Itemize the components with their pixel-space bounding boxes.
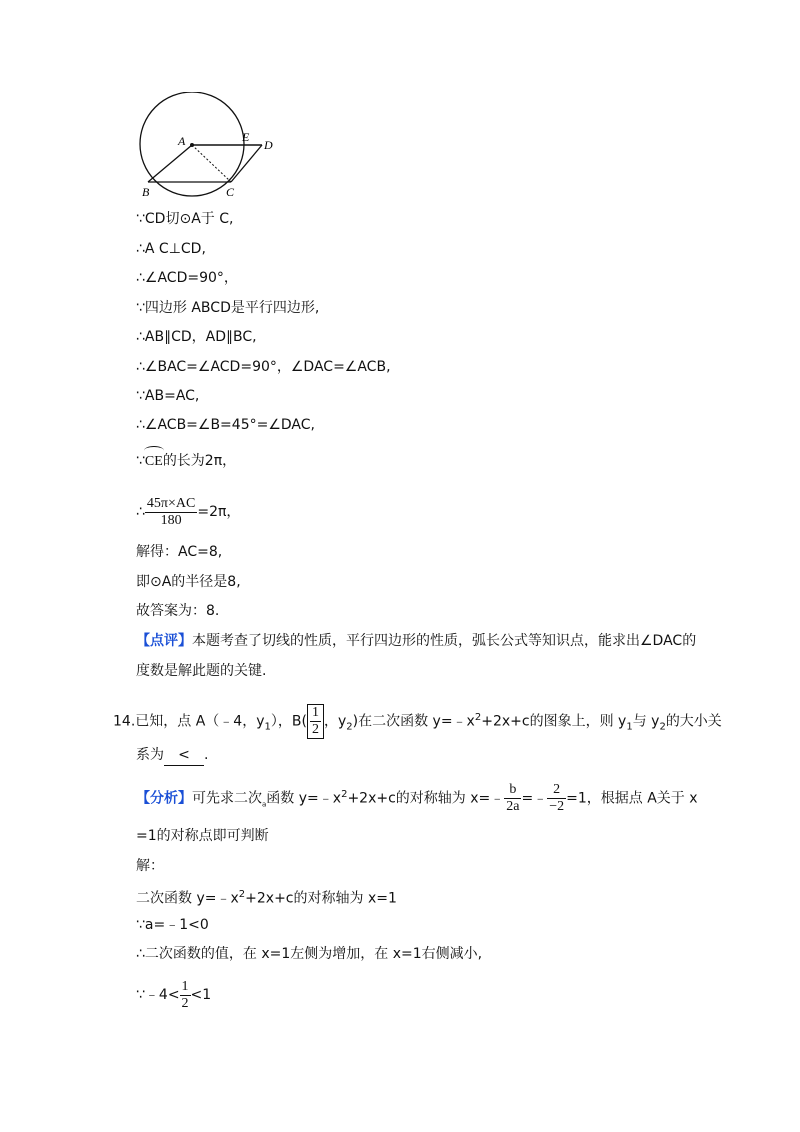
solution-s5-post: <1 <box>190 987 212 1003</box>
analysis-fraction-b-2a <box>504 782 521 815</box>
analysis-text-a: 可先求二次 <box>192 790 262 807</box>
label-b: B <box>142 185 150 199</box>
analysis-text-c: +2x+c的对称轴为 x=﹣ <box>347 790 505 807</box>
q14-text-g: 的大小关 <box>665 713 722 730</box>
q14-text-e: +2x+c的图象上，则 y <box>481 713 627 730</box>
analysis-text-e: =1，根据点 A关于 x <box>566 790 698 807</box>
therefore-symbol: ∴ <box>136 504 145 520</box>
solution-s2-sup: 2 <box>238 889 246 900</box>
analysis-frac1-den: 2a <box>506 799 520 815</box>
proof-line-9 <box>136 448 236 472</box>
solution-line-1: 解： <box>136 858 164 874</box>
solution-frac-den: 2 <box>181 995 189 1011</box>
q14-sub-3: 1 <box>626 721 633 733</box>
proof-line-4: ∵四边形 ABCD是平行四边形, <box>136 300 320 316</box>
answer-blank: < <box>164 745 204 766</box>
q14-line2-pre: 系为 <box>136 747 164 763</box>
proof-line-11: 解得：AC=8, <box>136 544 223 560</box>
q14-text-a: 已知，点 A（﹣4，y <box>135 713 265 730</box>
analysis-text-d: =﹣ <box>521 790 548 807</box>
label-c: C <box>226 185 235 199</box>
proof-line-12: 即⊙A的半径是8, <box>136 574 241 590</box>
comment-line-1 <box>136 631 696 651</box>
label-e: E <box>242 130 250 144</box>
q14-sub-4: 2 <box>659 721 666 733</box>
q14-fraction-half <box>307 704 324 739</box>
q14-text-c: ，y <box>323 713 347 730</box>
proof-line-7: ∵AB=AC, <box>136 388 200 404</box>
analysis-frac2-den: −2 <box>549 799 565 815</box>
question-number: 14. <box>113 713 136 730</box>
solution-line-4: ∴二次函数的值，在 x=1左侧为增加，在 x=1右侧减小, <box>136 946 483 962</box>
proof-line-5: ∴AB∥CD，AD∥BC, <box>136 329 257 345</box>
q14-text-b: ），B( <box>270 713 307 730</box>
analysis-tag: 【分析】 <box>136 790 192 807</box>
q14-sub-1: 1 <box>264 721 271 733</box>
analysis-text-b: 函数 y=﹣x <box>266 790 342 807</box>
segment-cd <box>231 145 262 182</box>
label-d: D <box>264 138 273 152</box>
segment-ab <box>148 145 192 182</box>
question-14-line-1 <box>113 700 722 745</box>
proof-line-13: 故答案为：8. <box>136 603 220 619</box>
proof-line-10 <box>136 494 240 530</box>
analysis-fraction-2 <box>547 782 566 815</box>
proof-line-8: ∴∠ACB=∠B=45°=∠DAC, <box>136 417 315 433</box>
solution-fraction-half <box>180 979 191 1012</box>
solution-line-5 <box>136 977 211 1013</box>
analysis-tiny-a: a <box>262 800 267 809</box>
q14-text-f: 与 y <box>632 713 660 730</box>
proof-line-3: ∴∠ACD=90°， <box>136 270 238 286</box>
solution-s5-pre: ∵﹣4< <box>136 987 180 1003</box>
geometry-figure <box>134 92 284 202</box>
comment-line-2: 度数是解此题的关键. <box>136 663 267 679</box>
proof-line-6: ∴∠BAC=∠ACD=90°，∠DAC=∠ACB, <box>136 359 391 375</box>
q14-text-d: )在二次函数 y=﹣x <box>352 713 475 730</box>
analysis-frac1-num: b <box>504 782 521 799</box>
q14-frac-den: 2 <box>311 722 319 738</box>
analysis-line-2: =1的对称点即可判断 <box>136 828 269 844</box>
q14-line2-post: . <box>204 747 209 763</box>
comment-tag: 【点评】 <box>136 633 192 649</box>
center-point <box>190 143 194 147</box>
q14-frac-num: 1 <box>311 705 319 721</box>
fraction-numerator: 45π×AC <box>146 495 196 511</box>
proof-line-1: ∵CD切⊙A于 C, <box>136 211 234 227</box>
because-symbol: ∵ <box>136 453 145 469</box>
segment-ac-dotted <box>192 145 231 182</box>
label-a: A <box>178 134 186 148</box>
analysis-line-1 <box>136 775 698 824</box>
question-14-line-2 <box>136 745 208 766</box>
solution-line-2 <box>136 885 397 909</box>
q14-sup: 2 <box>474 712 482 723</box>
arc-ce: CE <box>145 448 163 472</box>
fraction-denominator: 180 <box>160 512 182 528</box>
analysis-frac2-num: 2 <box>547 782 566 799</box>
q14-sub-2: 2 <box>346 721 353 733</box>
comment-text-1: 本题考查了切线的性质，平行四边形的性质，弧长公式等知识点，能求出∠DAC的 <box>192 633 697 649</box>
solution-s2-b: +2x+c的对称轴为 x=1 <box>245 890 397 907</box>
arc-length-fraction <box>145 496 197 529</box>
solution-s2-a: 二次函数 y=﹣x <box>136 890 239 907</box>
equation-rhs: =2π， <box>197 504 241 520</box>
solution-line-3: ∵a=﹣1<0 <box>136 917 209 933</box>
analysis-sup: 2 <box>341 789 348 800</box>
solution-frac-num: 1 <box>181 978 189 994</box>
arc-length-text: 的长为2π， <box>162 453 237 469</box>
proof-line-2: ∴A C⊥CD, <box>136 241 206 257</box>
